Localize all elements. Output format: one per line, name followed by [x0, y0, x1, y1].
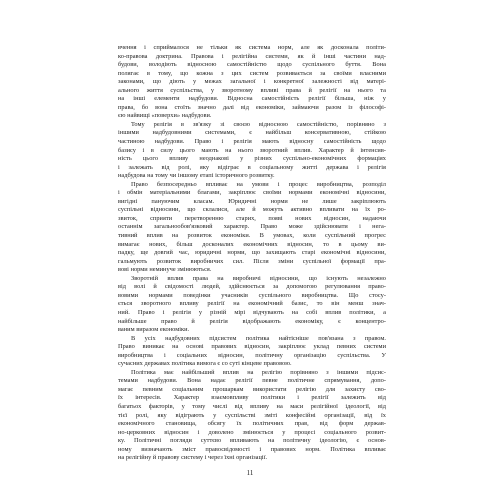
text-line: магає певним соціальним прошаркам використати релігію для захисту сво-: [118, 385, 386, 393]
text-line: частиною надбудови. Право і релігія мають відносну самостійність щодо: [118, 138, 386, 146]
text-line: базису і в силу цього мають на нього зворотний вплив. Характер й інтенсив-: [118, 146, 386, 154]
text-line: і обмін матеріальними благами, закріплює своїми нормами економічні відносини,: [118, 189, 386, 197]
paragraph: [118, 181, 386, 275]
text-line: суспільні відносини, що склалися, але й можуть активно впливати на їх ро-: [118, 206, 386, 214]
text-line: Тому релігія в зв'язку зі своєю відносною самостійністю, порівняно з: [131, 120, 386, 128]
paragraph: [118, 335, 386, 369]
text-line: полягає в тому, що кожна з цих систем розвивається за своїми власними: [118, 69, 386, 77]
text-line: сучасних державах політика вимога є со суті кінцеве правовою.: [118, 360, 292, 368]
text-line: вчення і сприймалося не тільки як система норм, але як досконала політи-: [118, 44, 386, 51]
text-line: вимагає нових, більш досконалих економічних відносин, то в цьому ви-: [118, 240, 386, 248]
page-number: 11: [246, 469, 254, 477]
text-line: Політика має найбільший вплив на релігію порівняно з іншими підсис-: [131, 368, 386, 376]
text-line: багатьох факторів, у тому числі від впливу на маси релігійної ідеології, від: [118, 402, 386, 410]
text-line: В усіх надбудовних підсистем політика найтісніше пов'язана з правом.: [131, 334, 386, 342]
text-line: їх інтересів. Характер взаємовпливу політики і релігії залежить від: [118, 394, 386, 402]
text-line: виробництва і соціальних відносин, політичну організацію суспільства. У: [118, 351, 386, 359]
text-line: на інші елементи надбудови. Відносна самостійність релігії більша, ніж у: [118, 95, 386, 103]
text-line: права, бо вона стоїть значно далі від економіки, займаючи разом із філософі-: [118, 103, 386, 111]
text-line: Право виникає на основі правових відносин, закріплює уклад певних системи: [118, 343, 386, 351]
text-line: тієї ролі, яку відіграють у суспільстві зміті конфесійні організації, від їх: [118, 411, 386, 419]
text-line: падку, ще довгий час, юридичні норми, що захищають старі економічні відносини,: [118, 249, 386, 257]
text-line: від волі й свідомості людей, здійснюється за допомогою регулювання право-: [118, 283, 386, 291]
text-line: Право безпосередньо впливає на умови і процес виробництва, розподіл: [131, 180, 386, 188]
text-line: Зворотній вплив права на виробничі відносини, що існують незалежно: [131, 274, 386, 282]
paragraph: [118, 121, 386, 181]
text-line: темами надбудови. Вона надає релігії певне політичне спрямування, допо-: [118, 377, 386, 385]
text-line: но-церковних відносин і доволено змінюється у процесі соціального розвит-: [118, 428, 386, 436]
text-line: економічного становища, обсягу їх політичних прав, від форм держав-: [118, 420, 386, 428]
text-line: іншими надбудовними системами, є найбільш консервативною, стійкою: [118, 129, 386, 137]
text-line: вові норми неминуче змінюються.: [118, 266, 212, 274]
text-line: надбудова на тому чи іншому етапі історичного розвитку.: [118, 172, 275, 180]
text-line: вигідні пануючим класам. Юридичні норми не лише закріплюють: [118, 197, 386, 205]
text-line: найбільше право й релігія відображають економіку, є концентро-: [118, 317, 386, 325]
paragraph: [118, 369, 386, 463]
paragraph: [118, 44, 386, 121]
text-line: будови, володіють відносною самостійністю щодо суспільного буття. Вона: [118, 61, 386, 69]
text-line: вовими нормами поведінки учасників суспільного виробництва. Що стосу-: [118, 291, 386, 299]
text-line: ваним виразом економіки.: [118, 326, 190, 334]
text-line: ко-правова доктрина. Правова і релігійна системи, як й інші частини над-: [118, 52, 386, 60]
text-line: єю найвищі «поверхи» надбудови.: [118, 112, 212, 120]
text-line: ального життя суспільства, у зворотному впливі права й релігії на нього та: [118, 86, 386, 94]
text-line: законами, що діють у межах загальної і конкретної залежності від матері-: [118, 78, 386, 86]
text-line: на релігійну й правову систему і через їхні організації.: [118, 454, 268, 462]
paragraph: [118, 275, 386, 335]
text-line: і залежать від ролі, яку відіграє в соціальному житті держава і релігія: [118, 163, 386, 171]
text-line: ку. Політичні погляди суттєво впливають на політичну ідеологію, є основ-: [118, 437, 386, 445]
body-text: [118, 44, 386, 463]
text-line: гальмують розвиток виробничих сил. Після зміни суспільної формації пра-: [118, 257, 386, 265]
text-line: ний. Право і релігія у різній мірі відчувають на собі вплив політики, а: [118, 308, 386, 316]
text-line: ному визначають зміст правосвідомості і правових норм. Політика впливає: [118, 445, 386, 453]
text-line: останнім загальнообов'язковий характер. Право може здійснювати і нега-: [118, 223, 386, 231]
text-line: тивний вплив на розвиток економіки. В умовах, коли суспільний прогрес: [118, 232, 386, 240]
text-line: ність цього впливу неоднакові у різних суспільно-економічних формаціях: [118, 155, 386, 163]
text-line: ється зворотного впливу релігії на економічний базис, то він менш знач-: [118, 300, 386, 308]
text-line: звиток, сприяти перетворенню старих, появі нових відносин, надаючи: [118, 214, 386, 222]
